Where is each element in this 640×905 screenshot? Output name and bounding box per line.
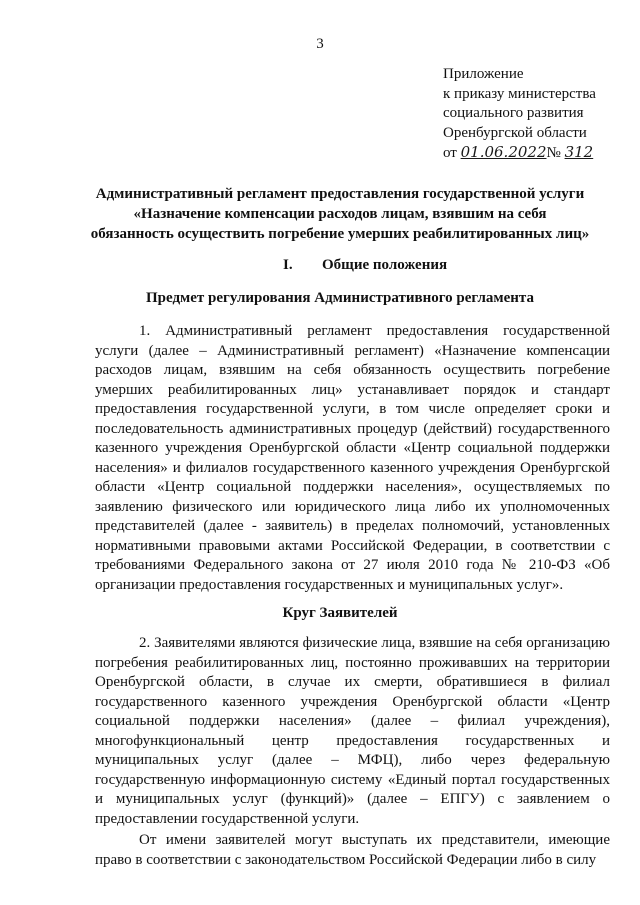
paragraph-2 bbox=[95, 634, 610, 829]
handwritten-number: 312 bbox=[564, 143, 594, 161]
title-line: Административный регламент предоставления государственной услуги bbox=[95, 186, 585, 202]
appendix-block bbox=[443, 65, 596, 164]
appendix-line: Оренбургской области bbox=[443, 124, 587, 141]
appendix-line: социального развития bbox=[443, 105, 584, 121]
section-number: I. bbox=[283, 257, 293, 273]
subheading-applicants: Круг Заявителей bbox=[282, 605, 398, 621]
number-prefix: № bbox=[546, 145, 561, 161]
document-title bbox=[80, 184, 600, 244]
appendix-line: Приложение bbox=[443, 66, 524, 82]
date-prefix: от bbox=[443, 145, 457, 161]
page-number: 3 bbox=[316, 36, 324, 52]
paragraph-text: 2. Заявителями являются физические лица, взявшие на себя организацию погребения реабилитированных лиц, постоянно проживавших на территории Оренбургской области, в случае их смерти, обратившиеся в филиал государственного казенного учреждения Оренбургской области «Центр социальной поддержки населения» (далее – филиал учреждения), многофункциональный центр предоставления государственных и муниципальных услуг (далее – МФЦ), либо через федеральную государственную информационную систему «Единый портал государственных и муниципальных услуг (функций)» (далее – ЕПГУ) с заявлением о предоставлении государственной услуги. bbox=[95, 635, 610, 827]
handwritten-date: 01.06.2022 bbox=[460, 143, 547, 161]
paragraph-text: 1. Административный регламент предоставления государственной услуги (далее – Административный регламент) «Назначение компенсации расходов лицам, взявшим на себя обязанность осуществить погребение умерших реабилитированных лиц» устанавливает порядок и стандарт предоставления государственной услуги, в том числе определяет сроки и последовательность административных процедур (действий) государственного казенного учреждения Оренбургской области «Центр социальной поддержки населения» и филиалов государственного казенного учреждения Оренбургской области «Центр социальной поддержки населения», осуществляемых по заявлению физического или юридического лица либо их уполномоченных представителей (далее - заявитель) в пределах полномочий, установленных нормативными правовыми актами Российской Федерации, в соответствии с требованиями Федерального закона от 27 июля 2010 года № 210-ФЗ «Об организации предоставления государственных и муниципальных услуг». bbox=[95, 323, 610, 593]
section-title: Общие положения bbox=[322, 257, 448, 273]
title-line: «Назначение компенсации расходов лицам, взявшим на себя bbox=[133, 206, 547, 222]
appendix-date-line bbox=[443, 143, 596, 164]
appendix-line: к приказу министерства bbox=[443, 85, 596, 102]
paragraph-1 bbox=[95, 322, 610, 595]
title-line: обязанность осуществить погребение умерших реабилитированных лиц» bbox=[90, 226, 590, 242]
paragraph-text: От имени заявителей могут выступать их представители, имеющие право в соответствии с законодательством Российской Федерации либо в силу bbox=[95, 832, 610, 868]
subheading-subject: Предмет регулирования Административного регламента bbox=[146, 290, 534, 306]
paragraph-3 bbox=[95, 831, 610, 870]
